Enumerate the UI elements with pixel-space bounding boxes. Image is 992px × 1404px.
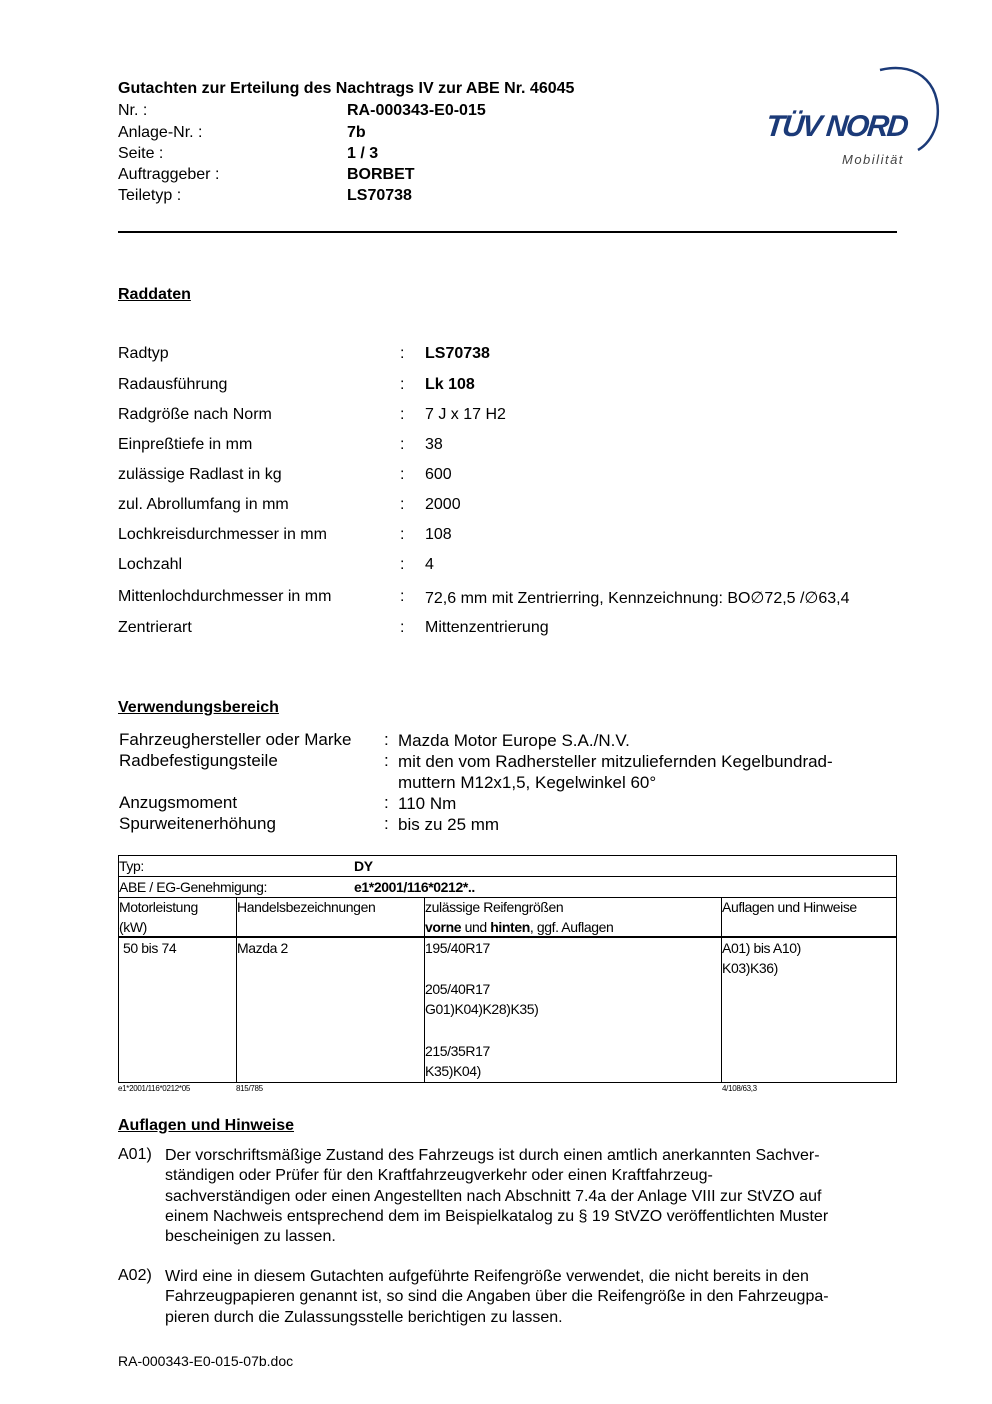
condition-text: Der vorschriftsmäßige Zustand des Fahrzeugs ist durch einen amtlich anerkannten Sachver- ständigen oder Prüfer für den Kraftfahrzeugverkehr oder einen Kraftfahrzeug- sachverständigen oder einen Angestellten nach Abschnitt 7.4a der Anlage VIII zur StVZO auf einem Nachweis entsprechend dem im Beispielkatalog zu § 19 StVZO veröffentlichten Muster bescheinigen zu lassen. bbox=[165, 1147, 829, 1246]
document-title: Gutachten zur Erteilung des Nachtrags IV zur ABE Nr. 46045 bbox=[118, 80, 575, 97]
spec-value: 4 bbox=[425, 556, 434, 573]
document-filename: RA-000343-E0-015-07b.doc bbox=[118, 1353, 294, 1369]
spec-label: Mittenlochdurchmesser in mm bbox=[118, 588, 332, 605]
usage-value: Mazda Motor Europe S.A./N.V. bbox=[398, 731, 630, 750]
section-heading-verwendungsbereich: Verwendungsbereich bbox=[118, 699, 279, 716]
spec-row: zulässige Radlast in kg : 600 bbox=[118, 466, 452, 483]
spec-row: Radtyp : LS70738 bbox=[118, 345, 490, 362]
header-row-seite bbox=[118, 145, 678, 167]
header-row-anlage bbox=[118, 124, 678, 146]
cell-power: 50 bis 74 bbox=[123, 940, 177, 956]
spec-label: Radausführung bbox=[118, 376, 228, 393]
spec-value: 38 bbox=[425, 436, 443, 453]
header-value: LS70738 bbox=[347, 187, 412, 204]
cell-notes: K03)K36) bbox=[722, 960, 778, 976]
condition-code: A02) bbox=[118, 1267, 152, 1284]
usage-label: Spurweitenerhöhung bbox=[119, 814, 276, 833]
col-header-tires: zulässige Reifengrößen bbox=[425, 899, 564, 915]
spec-label: Radgröße nach Norm bbox=[118, 406, 272, 423]
vehicle-table bbox=[118, 855, 897, 1093]
col-header-power: Motorleistung bbox=[119, 899, 198, 915]
spec-label: Lochzahl bbox=[118, 556, 183, 573]
col-header-trade-names: Handelsbezeichnungen bbox=[237, 899, 376, 915]
type-label: Typ: bbox=[119, 858, 144, 874]
spec-label: zul. Abrollumfang in mm bbox=[118, 496, 289, 513]
cell-tire-notes: G01)K04)K28)K35) bbox=[425, 1001, 539, 1017]
header-label: Auftraggeber : bbox=[118, 166, 220, 183]
spec-row: Zentrierart : Mittenzentrierung bbox=[118, 619, 549, 636]
spec-value: LS70738 bbox=[425, 345, 490, 362]
spec-label: Einpreßtiefe in mm bbox=[118, 436, 253, 453]
usage-value: 110 Nm bbox=[398, 794, 457, 813]
rear-label: hinten bbox=[490, 919, 530, 935]
cell-tire: 195/40R17 bbox=[425, 940, 490, 956]
spec-row: Radausführung : Lk 108 bbox=[118, 376, 475, 393]
header-value: RA-000343-E0-015 bbox=[347, 102, 486, 119]
usage-label: Radbefestigungsteile bbox=[119, 751, 278, 770]
table-footer-approval: e1*2001/116*0212*05 bbox=[118, 1084, 191, 1093]
spec-row: Einpreßtiefe in mm : 38 bbox=[118, 436, 443, 453]
tuv-nord-logo bbox=[760, 58, 945, 173]
usage-value: muttern M12x1,5, Kegelwinkel 60° bbox=[398, 773, 657, 792]
approval-value: e1*2001/116*0212*.. bbox=[354, 879, 475, 895]
type-value: DY bbox=[354, 858, 373, 874]
section-heading-raddaten: Raddaten bbox=[118, 286, 191, 303]
header-row-auftraggeber bbox=[118, 166, 678, 188]
header-label: Nr. : bbox=[118, 102, 148, 119]
spec-label: Zentrierart bbox=[118, 619, 192, 636]
usage-label: Anzugsmoment bbox=[119, 793, 238, 812]
cell-notes: A01) bis A10) bbox=[722, 940, 801, 956]
spec-value: 72,6 mm mit Zentrierring, Kennzeichnung: BO∅72,5 /∅63,4 bbox=[425, 590, 850, 607]
col-header-tires-sub: vorne und hinten, ggf. Auflagen bbox=[425, 919, 614, 935]
header-row-nr bbox=[118, 102, 678, 124]
condition-text: Wird eine in diesem Gutachten aufgeführte Reifengröße verwendet, die nicht bereits in den Fahrzeugpapieren genannt ist, so sind die Angaben über die Reifengröße in den Fahrzeugpa- pieren durch die Zulassungsstelle berichtigen zu lassen. bbox=[165, 1268, 829, 1326]
logo-subtitle: Mobilität bbox=[842, 152, 904, 167]
condition-code: A01) bbox=[118, 1146, 152, 1163]
spec-value: 7 J x 17 H2 bbox=[425, 406, 506, 423]
col-header-notes: Auflagen und Hinweise bbox=[722, 899, 857, 915]
cell-trade-name: Mazda 2 bbox=[237, 940, 288, 956]
spec-row: Lochzahl : 4 bbox=[118, 556, 434, 573]
header-label: Anlage-Nr. : bbox=[118, 124, 203, 141]
header-label: Seite : bbox=[118, 145, 164, 162]
spec-value: Lk 108 bbox=[425, 376, 475, 393]
spec-value: Mittenzentrierung bbox=[425, 619, 549, 636]
section-heading-auflagen: Auflagen und Hinweise bbox=[118, 1117, 295, 1134]
logo-text: TÜV NORD bbox=[764, 110, 909, 143]
header-value: 7b bbox=[347, 124, 366, 141]
header-value: BORBET bbox=[347, 166, 415, 183]
cell-tire: 215/35R17 bbox=[425, 1043, 490, 1059]
header-divider bbox=[118, 231, 897, 233]
table-footer-bolt: 4/108/63,3 bbox=[722, 1084, 757, 1093]
spec-label: Lochkreisdurchmesser in mm bbox=[118, 526, 327, 543]
usage-value: bis zu 25 mm bbox=[398, 815, 500, 834]
front-label: vorne bbox=[425, 919, 462, 935]
spec-label: Radtyp bbox=[118, 345, 169, 362]
spec-row: zul. Abrollumfang in mm : 2000 bbox=[118, 496, 461, 513]
spec-row: Lochkreisdurchmesser in mm : 108 bbox=[118, 526, 452, 543]
spec-label: zulässige Radlast in kg bbox=[118, 466, 282, 483]
header-label: Teiletyp : bbox=[118, 187, 182, 204]
spec-value: 2000 bbox=[425, 496, 461, 513]
header-row-teiletyp bbox=[118, 187, 678, 209]
cell-tire: 205/40R17 bbox=[425, 981, 490, 997]
header-value: 1 / 3 bbox=[347, 145, 379, 162]
cell-tire-notes: K35)K04) bbox=[425, 1063, 481, 1079]
approval-label: ABE / EG-Genehmigung: bbox=[119, 879, 268, 895]
spec-row: Radgröße nach Norm : 7 J x 17 H2 bbox=[118, 406, 506, 423]
table-footer-weights: 815/785 bbox=[236, 1084, 263, 1093]
spec-row: Mittenlochdurchmesser in mm : 72,6 mm mit Zentrierring, Kennzeichnung: BO∅72,5 /∅63,4 bbox=[118, 588, 850, 607]
usage-value: mit den vom Radhersteller mitzuliefernden Kegelbundrad- bbox=[398, 752, 833, 771]
usage-label: Fahrzeughersteller oder Marke bbox=[119, 730, 352, 749]
col-header-power-unit: (kW) bbox=[119, 919, 147, 935]
spec-value: 108 bbox=[425, 526, 452, 543]
spec-value: 600 bbox=[425, 466, 452, 483]
